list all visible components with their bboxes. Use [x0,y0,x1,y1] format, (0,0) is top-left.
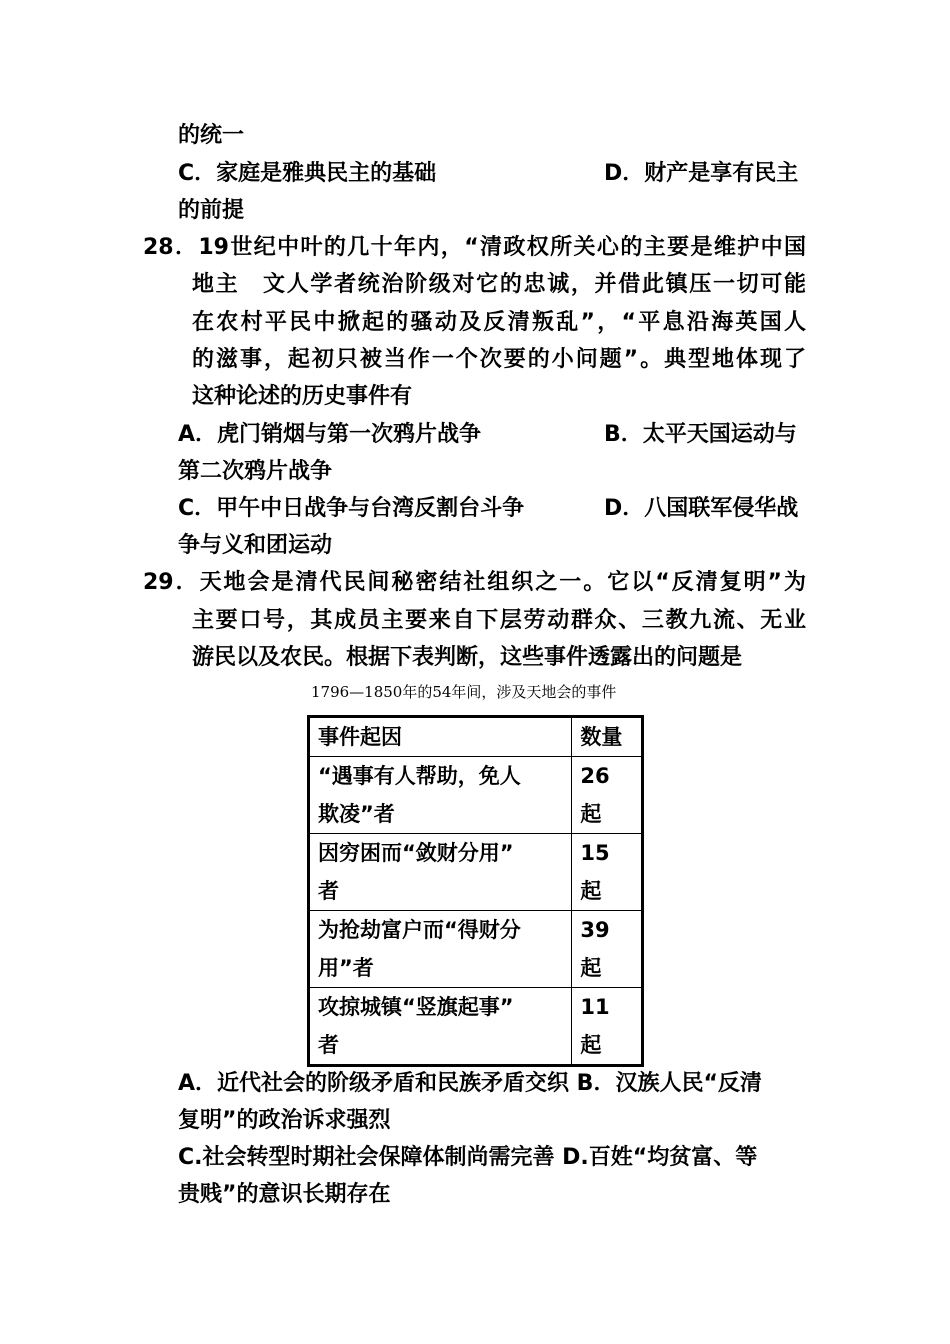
event-cause-line-1: “遇事有人帮助，免人 [318,764,521,788]
header-cause: 事件起因 [309,717,572,757]
event-cause-cell [309,757,572,834]
q28-stem-line-2: 地主 文人学者统治阶级对它的忠诚，并借此镇压一切可能 [192,272,806,297]
event-count-unit: 起 [580,956,602,980]
event-count-unit: 起 [580,879,602,903]
event-cause-line-2: 欺凌”者 [318,802,395,826]
q28-stem-line-5: 这种论述的历史事件有 [192,384,413,409]
q29-stem-line-1: 29．天地会是清代民间秘密结社组织之一。它以“反清复明”为 [143,570,806,595]
event-count-number: 26 [580,764,610,788]
event-count-cell [572,988,643,1066]
q27-continuation-text: 的统一 [178,123,245,148]
q29-options-a-b: A．近代社会的阶级矛盾和民族矛盾交织 B．汉族人民“反清 [178,1071,762,1096]
table-row [309,757,643,834]
event-cause-cell [309,911,572,988]
q29-stem-line-3: 游民以及农民。根据下表判断，这些事件透露出的问题是 [192,645,743,670]
q27-option-d-continuation: 的前提 [178,198,245,223]
event-cause-line-2: 用”者 [318,956,374,980]
table-row [309,911,643,988]
event-cause-line-2: 者 [318,879,339,903]
event-cause-line-2: 者 [318,1033,339,1057]
event-cause-cell [309,834,572,911]
q27-option-d: D．财产是享有民主 [604,161,799,186]
event-cause-line-1: 攻掠城镇“竖旗起事” [318,995,514,1019]
event-count-cell [572,911,643,988]
table-caption: 1796—1850年的54年间，涉及天地会的事件 [311,683,617,701]
q28-stem-line-4: 的滋事，起初只被当作一个次要的小问题”。典型地体现了 [192,347,806,372]
q28-option-a: A．虎门销烟与第一次鸦片战争 [178,422,482,447]
table-row [309,988,643,1066]
table-header-row [309,717,643,757]
q28-stem-line-3: 在农村平民中掀起的骚动及反清叛乱”，“平息沿海英国人 [192,310,806,335]
q28-option-c: C．甲午中日战争与台湾反割台斗争 [178,496,525,521]
event-cause-cell [309,988,572,1066]
event-count-number: 15 [580,841,610,865]
table-row [309,834,643,911]
header-count: 数量 [572,717,643,757]
event-count-unit: 起 [580,1033,602,1057]
q28-option-d: D．八国联军侵华战 [604,496,799,521]
event-count-number: 39 [580,918,610,942]
q28-stem-line-1: 28．19世纪中叶的几十年内，“清政权所关心的主要是维护中国 [143,235,806,260]
event-cause-line-1: 因穷困而“敛财分用” [318,841,514,865]
event-count-cell [572,757,643,834]
event-count-cell [572,834,643,911]
q29-options-c-d: C.社会转型时期社会保障体制尚需完善 D.百姓“均贫富、等 [178,1145,758,1170]
q29-option-b-continuation: 复明”的政治诉求强烈 [178,1108,391,1133]
q28-option-b: B．太平天国运动与 [604,422,797,447]
event-cause-line-1: 为抢劫富户而“得财分 [318,918,521,942]
q29-stem-line-2: 主要口号，其成员主要来自下层劳动群众、三教九流、无业 [192,608,806,633]
event-count-unit: 起 [580,802,602,826]
events-table [307,715,644,1067]
event-count-number: 11 [580,995,610,1019]
q27-option-c: C．家庭是雅典民主的基础 [178,161,437,186]
q28-option-b-continuation: 第二次鸦片战争 [178,459,333,484]
q28-option-d-continuation: 争与义和团运动 [178,533,333,558]
q29-option-d-continuation: 贵贱”的意识长期存在 [178,1182,391,1207]
